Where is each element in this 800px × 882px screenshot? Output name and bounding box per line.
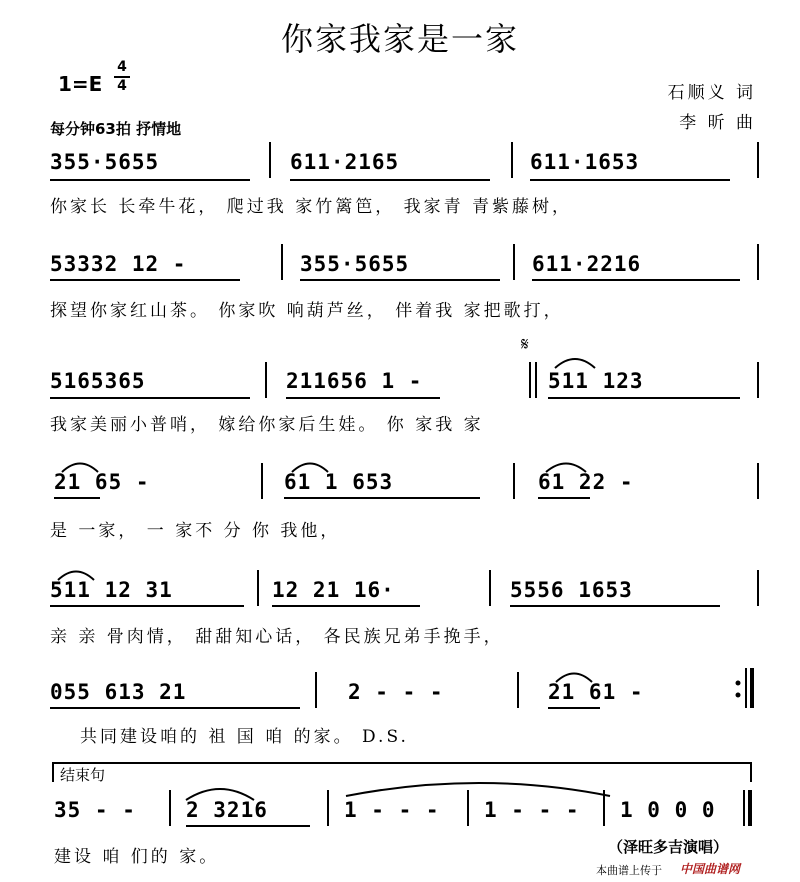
lyric-row-2: 探望你家红山茶。 你家吹 响葫芦丝， 伴着我 家把歌打， <box>50 301 564 321</box>
measure-7-1: 35 - - <box>54 798 136 822</box>
upload-note: 本曲谱上传于 <box>596 864 662 877</box>
song-title: 你家我家是一家 <box>280 20 519 58</box>
measure-5-3: 5556 1653 <box>510 578 633 602</box>
measure-6-1: 055 613 21 <box>50 680 187 704</box>
lyric-row-6: 共同建设咱的 祖 国 咱 的家。 D.S. <box>80 727 409 747</box>
measure-6-2: 2 - - - <box>348 680 444 704</box>
lyric-row-5: 亲 亲 骨肉情， 甜甜知心话， 各民族兄弟手挽手， <box>50 627 504 647</box>
measure-3-1: 5165365 <box>50 369 146 393</box>
performer-credit: （泽旺多吉演唱） <box>608 838 729 856</box>
measure-5-1: 511 12 31 <box>50 578 173 602</box>
measure-7-2: 2 3216 <box>186 798 268 822</box>
measure-4-1: 21 65 - <box>54 470 150 494</box>
measure-2-2: 355·5655 <box>300 252 410 276</box>
lyricist-credit: 石顺义 词 <box>667 83 756 103</box>
measure-4-3: 61 22 - <box>538 470 634 494</box>
lyric-row-7: 建设 咱 们的 家。 <box>54 847 220 867</box>
segno-icon: 𝄋 <box>521 334 529 355</box>
time-signature-bottom: 4 <box>117 78 127 94</box>
key-signature: 1=E <box>58 72 103 96</box>
measure-7-5: 1 0 0 0 <box>620 798 716 822</box>
lyric-row-4: 是 一家， 一 家不 分 你 我他， <box>50 521 341 541</box>
time-signature-top: 4 <box>117 59 127 75</box>
measure-3-3: 511 123 <box>548 369 644 393</box>
measure-4-2: 61 1 653 <box>284 470 394 494</box>
site-logo: 中国曲谱网 <box>680 862 741 876</box>
composer-credit: 李 昕 曲 <box>679 113 756 133</box>
measure-5-2: 12 21 16· <box>272 578 395 602</box>
measure-1-2: 611·2165 <box>290 150 400 174</box>
lyric-row-1: 你家长 长牵牛花， 爬过我 家竹篱笆， 我家青 青紫藤树， <box>50 197 573 217</box>
measure-1-1: 355·5655 <box>50 150 160 174</box>
lyric-row-3: 我家美丽小普哨， 嫁给你家后生娃。 你 家我 家 <box>50 415 484 435</box>
tempo-marking: 每分钟63拍 抒情地 <box>50 120 182 138</box>
measure-7-3: 1 - - - <box>344 798 440 822</box>
measure-2-3: 611·2216 <box>532 252 642 276</box>
measure-7-4: 1 - - - <box>484 798 580 822</box>
measure-3-2: 211656 1 - <box>286 369 423 393</box>
measure-1-3: 611·1653 <box>530 150 640 174</box>
ending-label: 结束句 <box>60 766 106 784</box>
measure-6-3: 21 61 - <box>548 680 644 704</box>
measure-2-1: 53332 12 - <box>50 252 187 276</box>
